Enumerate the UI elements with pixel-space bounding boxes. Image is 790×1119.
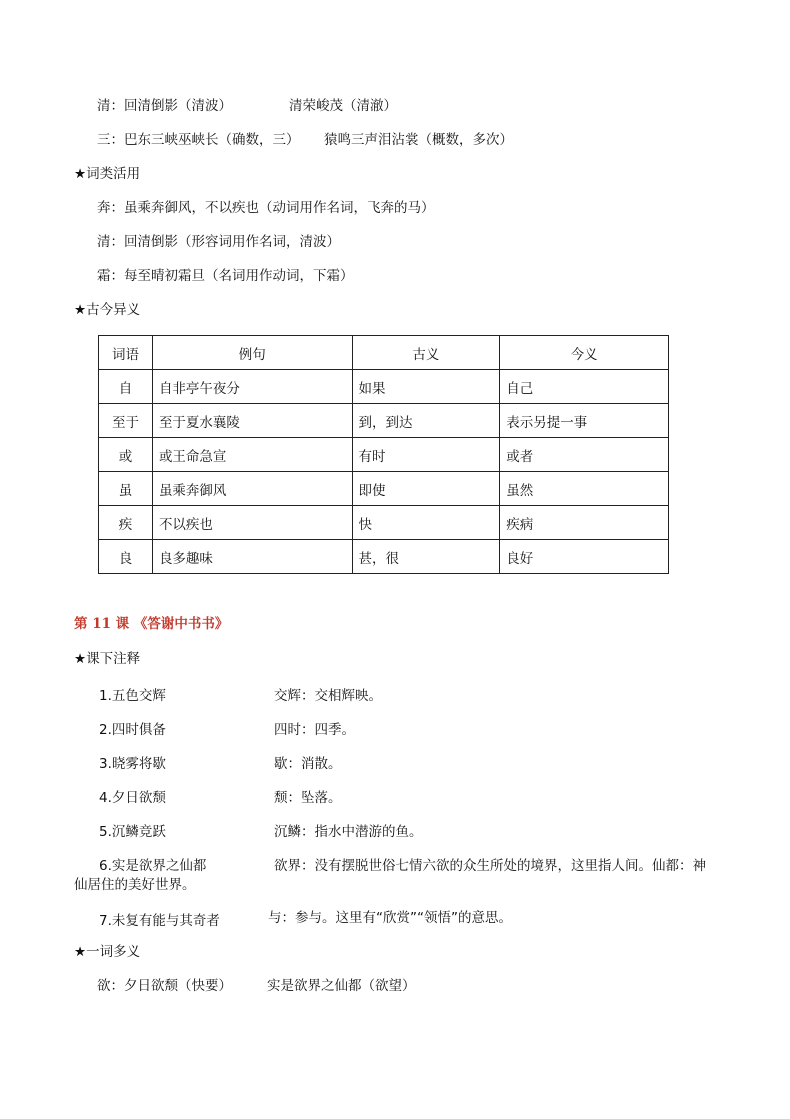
table-row (99, 540, 669, 574)
table-row (99, 438, 669, 472)
cell-modern: 表示另提一事 (500, 404, 669, 438)
note-explain: 交辉：交相辉映。 (274, 688, 382, 704)
cell-ancient: 快 (352, 506, 500, 540)
note-explain: 颓：坠落。 (274, 790, 342, 806)
note-term: 5.沉鳞竞跃 (99, 824, 166, 840)
note-term: 4.夕日欲颓 (99, 790, 166, 806)
col-header-example: 例句 (152, 336, 352, 370)
lesson-title: 第 11 课 《答谢中书书》 (74, 616, 229, 632)
notes-heading: ★课下注释 (74, 651, 141, 667)
polysemy-san-b: 猿鸣三声泪沾裳（概数，多次） (324, 132, 513, 148)
cell-example: 虽乘奔御风 (152, 472, 352, 506)
note-explain-cont: 仙居住的美好世界。 (74, 877, 196, 893)
cell-ancient: 甚，很 (352, 540, 500, 574)
cell-ancient: 有时 (352, 438, 500, 472)
note-explain: 欲界：没有摆脱世俗七情六欲的众生所处的境界，这里指人间。仙都：神 (274, 858, 706, 874)
cell-example: 至于夏水襄陵 (152, 404, 352, 438)
note-term: 7.未复有能与其奇者 (99, 913, 220, 929)
cell-modern: 虽然 (500, 472, 669, 506)
note-explain: 歇：消散。 (274, 756, 342, 772)
note-term: 6.实是欲界之仙都 (99, 858, 207, 874)
ancient-modern-heading: ★古今异义 (74, 302, 141, 318)
cell-example: 良多趣味 (152, 540, 352, 574)
cell-ancient: 即使 (352, 472, 500, 506)
note-explain: 四时：四季。 (274, 722, 355, 738)
polysemy-heading: ★一词多义 (74, 944, 141, 960)
polysemy-qing-b: 清荣峻茂（清澈） (289, 98, 397, 114)
ancient-modern-table (98, 335, 669, 574)
note-explain: 沉鳞：指水中潜游的鱼。 (274, 824, 423, 840)
cell-modern: 自己 (500, 370, 669, 404)
polysemy-san-a: 三：巴东三峡巫峡长（确数，三） (97, 132, 300, 148)
col-header-ancient: 古义 (352, 336, 500, 370)
table-row (99, 370, 669, 404)
cell-word: 疾 (99, 506, 153, 540)
word-class-item: 清：回清倒影（形容词用作名词，清波） (97, 234, 340, 250)
cell-modern: 良好 (500, 540, 669, 574)
cell-example: 不以疾也 (152, 506, 352, 540)
cell-example: 或王命急宣 (152, 438, 352, 472)
note-explain: 与：参与。这里有“欣赏”“领悟”的意思。 (268, 910, 512, 926)
cell-word: 虽 (99, 472, 153, 506)
note-term: 1.五色交辉 (99, 688, 166, 704)
word-class-heading: ★词类活用 (74, 166, 141, 182)
cell-ancient: 到，到达 (352, 404, 500, 438)
col-header-modern: 今义 (500, 336, 669, 370)
cell-word: 至于 (99, 404, 153, 438)
polysemy-yu-a: 欲：夕日欲颓（快要） (97, 978, 232, 994)
note-term: 3.晓雾将歇 (99, 756, 166, 772)
cell-modern: 疾病 (500, 506, 669, 540)
table-row (99, 472, 669, 506)
polysemy-qing-a: 清：回清倒影（清波） (97, 98, 232, 114)
cell-ancient: 如果 (352, 370, 500, 404)
word-class-item: 霜：每至晴初霜旦（名词用作动词，下霜） (97, 268, 354, 284)
cell-word: 或 (99, 438, 153, 472)
cell-word: 良 (99, 540, 153, 574)
cell-modern: 或者 (500, 438, 669, 472)
word-class-item: 奔：虽乘奔御风，不以疾也（动词用作名词，飞奔的马） (97, 200, 435, 216)
table-row (99, 506, 669, 540)
cell-word: 自 (99, 370, 153, 404)
col-header-word: 词语 (99, 336, 153, 370)
table-row (99, 404, 669, 438)
cell-example: 自非亭午夜分 (152, 370, 352, 404)
polysemy-yu-b: 实是欲界之仙都（欲望） (267, 978, 416, 994)
note-term: 2.四时俱备 (99, 722, 166, 738)
table-header-row (99, 336, 669, 370)
